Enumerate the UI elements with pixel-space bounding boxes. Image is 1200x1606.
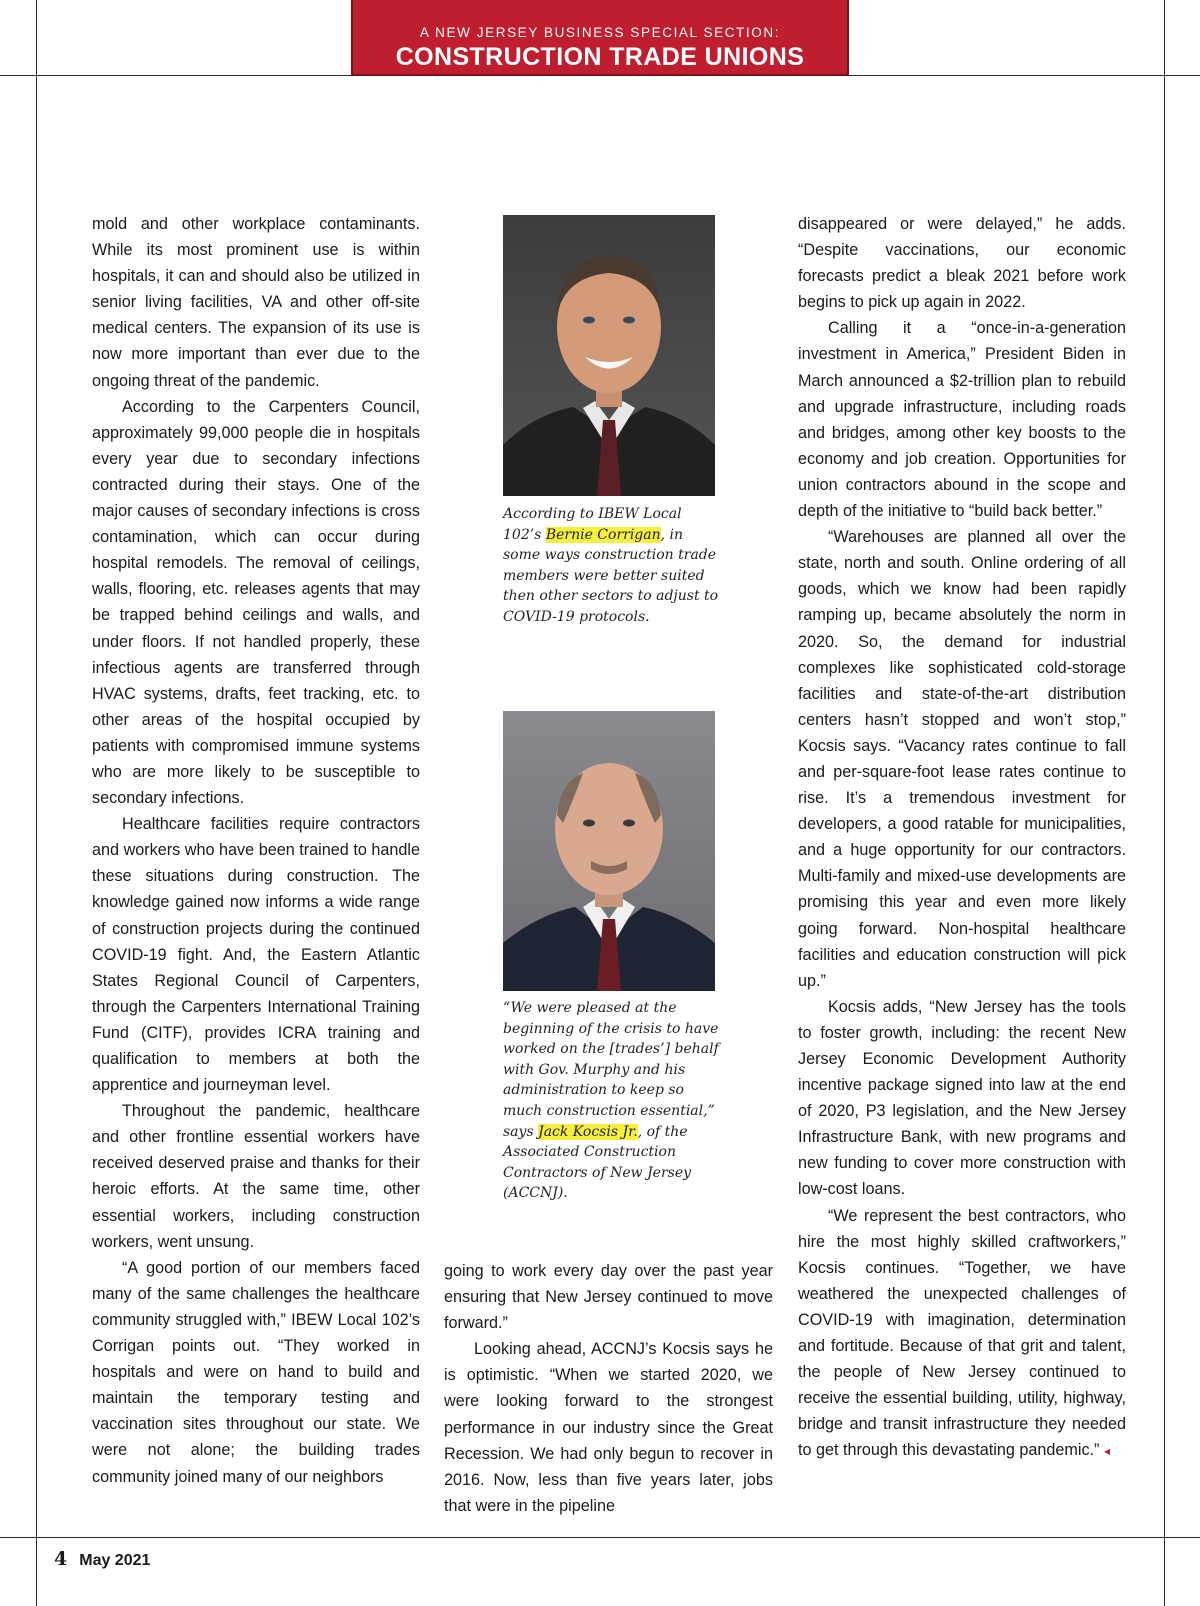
portrait-photo-corrigan [503, 215, 715, 496]
article-column-3 [798, 211, 1126, 1465]
article-column-2 [444, 1258, 773, 1519]
paragraph: mold and other workplace contaminants. While its most prominent use is within hospitals, it can and should also be utilized in senior living facilities, VA and other off-site medical centers. The expansion of its use is now more important than ever due to the ongoing threat of the pandemic. [92, 215, 420, 390]
left-rule [36, 0, 37, 1606]
top-rule-right [849, 75, 1200, 76]
caption-text: , in some ways construction trade members were better suited then other sectors to adjust to COVID-19 protocols. [503, 526, 719, 625]
page-number: 4 [54, 1548, 68, 1570]
portrait-photo-kocsis [503, 711, 715, 991]
section-kicker: A NEW JERSEY BUSINESS SPECIAL SECTION: [419, 25, 781, 40]
paragraph: “A good portion of our members faced many of the same challenges the healthcare community struggled with,” IBEW Local 102’s Corrigan points out. “They worked in hospitals and were on hand to build and maintain the temporary testing and vaccination sites throughout our state. We were not alone; the building trades community joined many of our neighbors [92, 1258, 420, 1486]
right-rule [1164, 0, 1165, 1606]
paragraph: According to the Carpenters Council, approximately 99,000 people die in hospitals every year due to secondary infections contracted during their stays. One of the major causes of secondary infections is cross contamination, which can occur during hospital remodels. The removal of ceilings, walls, flooring, etc. releases agents that may be trapped behind ceilings and walls, and under floors. If not handled properly, these infectious agents are transferred through HVAC systems, drafts, feet tracking, etc. to other areas of the hospital occupied by patients with compromised immune systems who are more likely to be susceptible to secondary infections. [92, 397, 420, 808]
highlighted-name: Bernie Corrigan [545, 526, 661, 543]
paragraph: Kocsis adds, “New Jersey has the tools to foster growth, including: the recent New Jersey Economic Development Authority incentive package signed into law at the end of 2020, P3 legislation, and the New Jersey Infrastructure Bank, with new programs and new funding to cover more construction with low-cost loans. [798, 997, 1126, 1199]
paragraph: Throughout the pandemic, healthcare and other frontline essential workers have received deserved praise and thanks for their heroic efforts. At the same time, other essential workers, including construction workers, went unsung. [92, 1102, 420, 1251]
paragraph: Healthcare facilities require contractors and workers who have been trained to handle these situations during construction. The knowledge gained now informs a wide range of construction projects during the continued COVID-19 fight. And, the Eastern Atlantic States Regional Council of Carpenters, through the Carpenters International Training Fund (CITF), provides ICRA training and qualification to members at both the apprentice and journeyman level. [92, 815, 420, 1095]
bottom-rule [0, 1537, 1200, 1538]
paragraph-text: “We represent the best contractors, who hire the most highly skilled craftworkers,” Kocsis continues. “Together, we have weathered the unexpected challenges of COVID-19 with imagination, determination and fortitude. Because of that grit and talent, the people of New Jersey continued to receive the essential building, utility, highway, bridge and transit infrastructure they needed to get through this devastating pandemic.” [798, 1206, 1126, 1460]
paragraph: Looking ahead, ACCNJ’s Kocsis says he is optimistic. “When we started 2020, we were looking forward to the strongest performance in our industry since the Great Recession. We had only begun to recover in 2016. Now, less than five years later, jobs that were in the pipeline [444, 1340, 773, 1515]
end-mark-icon: ◂ [1103, 1444, 1110, 1459]
page-footer [54, 1548, 150, 1570]
caption-text: , of the Associated Construction Contractors of New Jersey (ACCNJ). [503, 1123, 692, 1202]
photo-caption-kocsis [503, 998, 723, 1204]
photo-caption-corrigan [503, 504, 723, 628]
section-title: CONSTRUCTION TRADE UNIONS [395, 43, 805, 71]
paragraph: “Warehouses are planned all over the state, north and south. Online ordering of all goods, which we know had been rapidly ramping up, became absolutely the norm in 2020. So, the demand for industrial complexes like sophisticated cold-storage facilities and state-of-the-art distribution centers hasn’t stopped and won’t stop,” Kocsis says. “Vacancy rates continue to fall and per-square-foot lease rates continue to rise. It’s a tremendous investment for developers, a good ratable for municipalities, and a huge opportunity for our contractors. Multi-family and mixed-use developments are promising this year and even more likely going forward. Non-hospital healthcare facilities and education construction will pick up.” [798, 528, 1126, 990]
top-rule [0, 75, 351, 76]
paragraph: disappeared or were delayed,” he adds. “Despite vaccinations, our economic forecasts predict a bleak 2021 before work begins to pick up again in 2022. [798, 215, 1126, 312]
caption-text: “We were pleased at the beginning of the crisis to have worked on the [trades’] behalf with Gov. Murphy and his administration to keep so much construction essential,” says [503, 1000, 719, 1140]
paragraph: going to work every day over the past year ensuring that New Jersey continued to move forward.” [444, 1262, 773, 1333]
issue-date: May 2021 [79, 1552, 151, 1569]
paragraph: Calling it a “once-in-a-generation investment in America,” President Biden in March announced a $2-trillion plan to rebuild and upgrade infrastructure, including roads and bridges, among other key boosts to the economy and job creation. Opportunities for union contractors abound in the scope and depth of the initiative to “build back better.” [798, 319, 1126, 521]
section-banner [351, 0, 849, 76]
paragraph [798, 1203, 1126, 1465]
article-column-1 [92, 211, 420, 1490]
caption-text: According to IBEW Local 102’s [503, 506, 682, 543]
highlighted-name: Jack Kocsis Jr. [538, 1123, 638, 1140]
